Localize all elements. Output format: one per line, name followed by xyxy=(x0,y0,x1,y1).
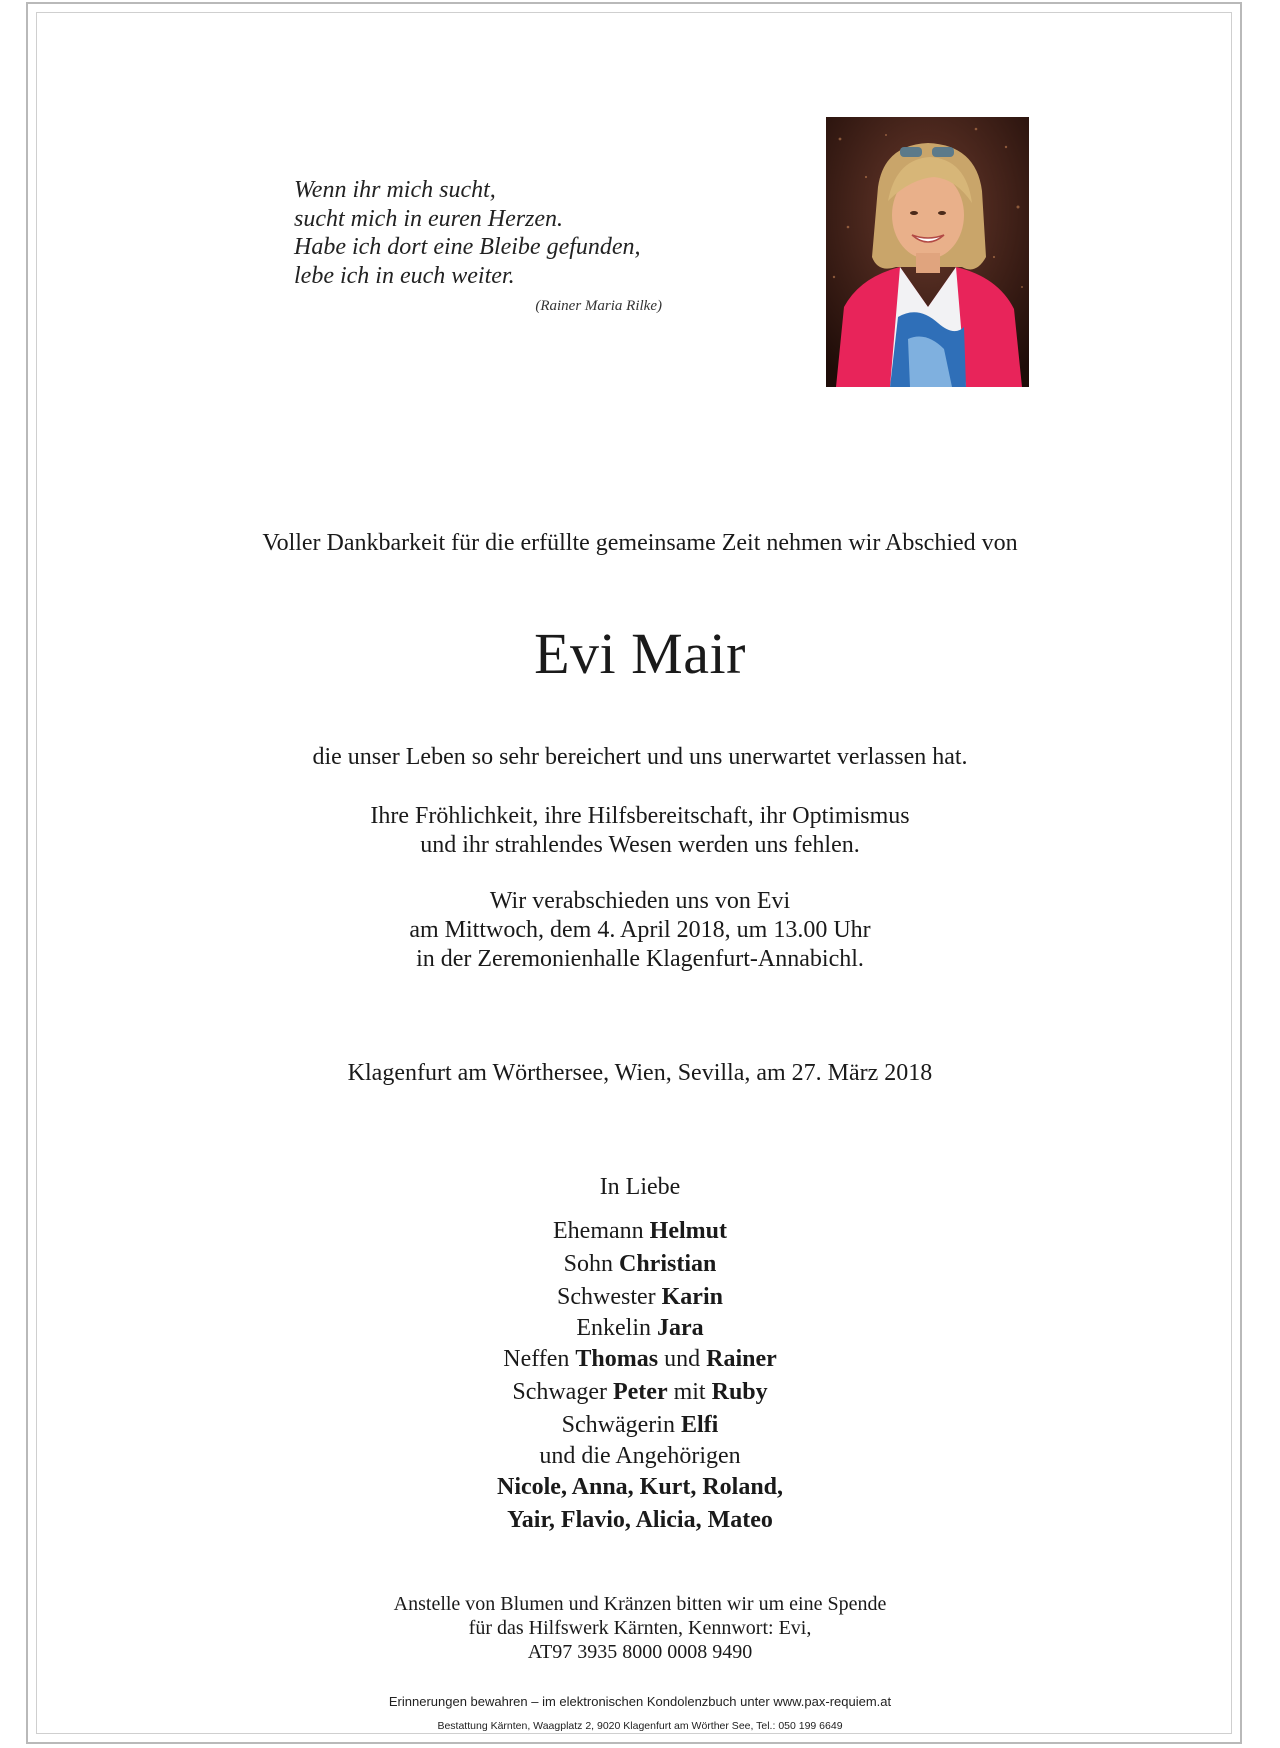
poem-quote xyxy=(294,176,641,290)
tribute-line: Ihre Fröhlichkeit, ihre Hilfsbereitschaft, ihr Optimismus xyxy=(370,803,910,829)
family-row-sohn: Sohn Christian xyxy=(563,1251,717,1277)
donation-iban: AT97 3935 8000 0008 9490 xyxy=(527,1641,753,1663)
family-row-enkelin: Enkelin Jara xyxy=(576,1315,704,1341)
portrait-photo xyxy=(826,117,1029,387)
footer-address: Bestattung Kärnten, Waagplatz 2, 9020 Klagenfurt am Wörther See, Tel.: 050 199 6649 xyxy=(437,1720,843,1732)
deceased-name: Evi Mair xyxy=(534,621,746,686)
family-row-angehoerige-names: Yair, Flavio, Alicia, Mateo xyxy=(507,1507,773,1533)
family-row-angehoerige-label: und die Angehörigen xyxy=(539,1443,741,1469)
quote-line: Habe ich dort eine Bleibe gefunden, xyxy=(294,234,641,260)
intro-text: Voller Dankbarkeit für die erfüllte gemeinsame Zeit nehmen wir Abschied von xyxy=(262,530,1018,556)
farewell-line: am Mittwoch, dem 4. April 2018, um 13.00 Uhr xyxy=(409,917,871,943)
quote-line: sucht mich in euren Herzen. xyxy=(294,205,564,232)
family-row-schwaegerin: Schwägerin Elfi xyxy=(561,1412,719,1438)
family-row-schwager: Schwager Peter mit Ruby xyxy=(512,1379,768,1405)
quote-author: (Rainer Maria Rilke) xyxy=(535,298,662,314)
farewell-line: Wir verabschieden uns von Evi xyxy=(489,888,791,914)
footer-condolence: Erinnerungen bewahren – im elektronischen Kondolenzbuch unter www.pax-requiem.at xyxy=(388,1694,892,1709)
quote-line: lebe ich in euch weiter. xyxy=(294,262,515,289)
tribute-line: und ihr strahlendes Wesen werden uns fehlen. xyxy=(420,832,860,858)
family-row-angehoerige-names: Nicole, Anna, Kurt, Roland, xyxy=(496,1474,784,1500)
tribute-text: die unser Leben so sehr bereichert und uns unerwartet verlassen hat. xyxy=(312,744,968,770)
donation-line: für das Hilfswerk Kärnten, Kennwort: Evi, xyxy=(468,1617,812,1639)
family-list xyxy=(0,1215,1280,1537)
donation-line: Anstelle von Blumen und Kränzen bitten wir um eine Spende xyxy=(393,1593,887,1615)
family-row-neffen: Neffen Thomas und Rainer xyxy=(503,1346,777,1372)
farewell-line: in der Zeremonienhalle Klagenfurt-Annabichl. xyxy=(416,946,864,972)
quote-line: Wenn ihr mich sucht, xyxy=(294,177,496,203)
place-and-date: Klagenfurt am Wörthersee, Wien, Sevilla, am 27. März 2018 xyxy=(347,1060,933,1086)
family-row-schwester: Schwester Karin xyxy=(557,1284,723,1310)
family-row-ehemann: Ehemann Helmut xyxy=(553,1218,727,1244)
in-liebe: In Liebe xyxy=(599,1174,681,1200)
donation-note xyxy=(0,1592,1280,1664)
farewell-paragraph xyxy=(0,887,1280,974)
tribute-paragraph xyxy=(0,802,1280,860)
